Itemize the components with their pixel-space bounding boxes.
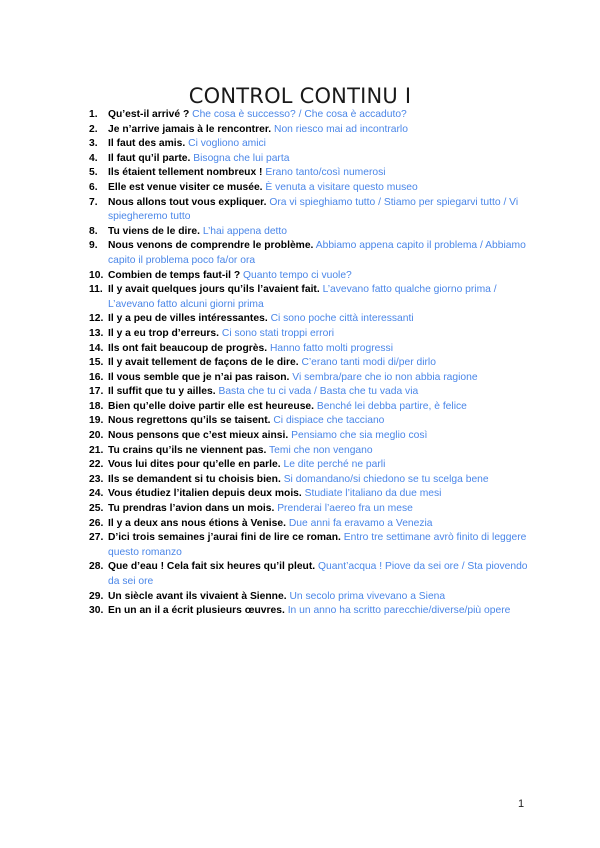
french-sentence: Il vous semble que je n’ai pas raison.: [108, 371, 290, 383]
list-item: [89, 225, 534, 240]
list-item: [89, 283, 534, 312]
italian-translation: Erano tanto/così numerosi: [265, 167, 386, 179]
item-number: 25.: [89, 503, 104, 515]
list-item: [89, 152, 534, 167]
italian-translation: L’avevano fatto qualche giorno prima / L’avevano fatto alcuni giorni prima: [108, 284, 497, 310]
item-number: 12.: [89, 313, 104, 325]
french-sentence: Nous venons de comprendre le problème.: [108, 240, 314, 252]
french-sentence: Ils ont fait beaucoup de progrès.: [108, 342, 268, 354]
french-sentence: Tu viens de le dire.: [108, 225, 200, 237]
french-sentence: Il faut des amis.: [108, 138, 186, 150]
item-number: 29.: [89, 590, 104, 602]
italian-translation: Non riesco mai ad incontrarlo: [274, 123, 408, 135]
item-number: 26.: [89, 517, 104, 529]
italian-translation: Quanto tempo ci vuole?: [243, 269, 352, 281]
list-item: [89, 560, 534, 589]
french-sentence: Que d’eau ! Cela fait six heures qu’il pleut.: [108, 561, 316, 573]
list-item: [89, 604, 534, 619]
french-sentence: En un an il a écrit plusieurs œuvres.: [108, 605, 285, 617]
list-item: [89, 400, 534, 415]
french-sentence: Vous lui dites pour qu’elle en parle.: [108, 459, 281, 471]
list-item: [89, 458, 534, 473]
list-item: [89, 137, 534, 152]
item-number: 22.: [89, 459, 104, 471]
italian-translation: Prenderai l’aereo fra un mese: [277, 503, 413, 515]
item-number: 21.: [89, 444, 104, 456]
italian-translation: Temi che non vengano: [269, 444, 373, 456]
item-number: 14.: [89, 342, 104, 354]
list-item: [89, 166, 534, 181]
item-number: 5.: [89, 167, 98, 179]
italian-translation: È venuta a visitare questo museo: [265, 181, 418, 193]
list-item: [89, 342, 534, 357]
list-item: [89, 531, 534, 560]
italian-translation: Benché lei debba partire, è felice: [316, 400, 467, 412]
list-item: [89, 371, 534, 386]
french-sentence: Nous allons tout vous expliquer.: [108, 196, 267, 208]
italian-translation: Abbiamo appena capito il problema / Abbiamo capito il problema poco fa/or ora: [108, 240, 526, 266]
italian-translation: Studiate l’italiano da due mesi: [304, 488, 442, 500]
item-number: 7.: [89, 196, 98, 208]
italian-translation: L’hai appena detto: [202, 225, 287, 237]
italian-translation: Ci sono stati troppi errori: [221, 327, 335, 339]
list-item: [89, 312, 534, 327]
italian-translation: Quant’acqua ! Piove da sei ore / Sta piovendo da sei ore: [108, 561, 528, 587]
italian-translation: Vi sembra/pare che io non abbia ragione: [292, 371, 478, 383]
italian-translation: Le dite perché ne parli: [283, 459, 386, 471]
item-number: 16.: [89, 371, 104, 383]
item-number: 2.: [89, 123, 98, 135]
italian-translation: Si domandano/si chiedono se tu scelga bene: [283, 473, 489, 485]
french-sentence: Ils étaient tellement nombreux !: [108, 167, 263, 179]
list-item: [89, 590, 534, 605]
italian-translation: Che cosa è successo? / Che cosa è accaduto?: [192, 109, 407, 120]
french-sentence: Nous regrettons qu’ils se taisent.: [108, 415, 271, 427]
italian-translation: C’erano tanti modi di/per dirlo: [301, 357, 436, 369]
item-number: 27.: [89, 532, 104, 544]
french-sentence: Il suffit que tu y ailles.: [108, 386, 216, 398]
item-number: 6.: [89, 181, 98, 193]
list-item: [89, 473, 534, 488]
french-sentence: Tu crains qu’ils ne viennent pas.: [108, 444, 267, 456]
french-sentence: Il y avait quelques jours qu’ils l’avaient fait.: [108, 284, 320, 296]
list-item: [89, 196, 534, 225]
list-item: [89, 385, 534, 400]
french-sentence: Nous pensons que c’est mieux ainsi.: [108, 430, 289, 442]
item-number: 18.: [89, 400, 104, 412]
item-number: 4.: [89, 152, 98, 164]
italian-translation: Ci vogliono amici: [188, 138, 266, 150]
french-sentence: Il y a peu de villes intéressantes.: [108, 313, 268, 325]
french-sentence: Combien de temps faut-il ?: [108, 269, 241, 281]
french-sentence: Qu’est-il arrivé ?: [108, 109, 190, 120]
list-item: [89, 517, 534, 532]
italian-translation: In un anno ha scritto parecchie/diverse/più opere: [287, 605, 511, 617]
french-sentence: Il y avait tellement de façons de le dire.: [108, 357, 299, 369]
list-item: [89, 502, 534, 517]
italian-translation: Basta che tu ci vada / Basta che tu vada via: [218, 386, 419, 398]
item-number: 19.: [89, 415, 104, 427]
french-sentence: Elle est venue visiter ce musée.: [108, 181, 263, 193]
item-number: 24.: [89, 488, 104, 500]
item-number: 8.: [89, 225, 98, 237]
french-sentence: Ils se demandent si tu choisis bien.: [108, 473, 281, 485]
item-number: 17.: [89, 386, 104, 398]
french-sentence: Il faut qu’il parte.: [108, 152, 191, 164]
item-number: 11.: [89, 284, 103, 296]
item-number: 15.: [89, 357, 104, 369]
french-sentence: Bien qu’elle doive partir elle est heureuse.: [108, 400, 315, 412]
item-number: 13.: [89, 327, 104, 339]
italian-translation: Ci sono poche città interessanti: [270, 313, 414, 325]
french-sentence: Un siècle avant ils vivaient à Sienne.: [108, 590, 287, 602]
italian-translation: Ci dispiace che tacciano: [273, 415, 385, 427]
french-sentence: D’ici trois semaines j’aurai fini de lire ce roman.: [108, 532, 341, 544]
italian-translation: Bisogna che lui parta: [193, 152, 290, 164]
list-item: [89, 181, 534, 196]
list-item: [89, 108, 534, 123]
page-title: CONTROL CONTINU I: [188, 84, 412, 109]
french-sentence: Vous étudiez l’italien depuis deux mois.: [108, 488, 302, 500]
french-sentence: Tu prendras l’avion dans un mois.: [108, 503, 275, 515]
item-number: 9.: [89, 240, 98, 252]
list-item: [89, 269, 534, 284]
italian-translation: Pensiamo che sia meglio così: [291, 430, 428, 442]
french-sentence: Il y a eu trop d’erreurs.: [108, 327, 220, 339]
list-item: [89, 356, 534, 371]
list-item: [89, 429, 534, 444]
list-item: [89, 414, 534, 429]
item-number: 10.: [89, 269, 104, 281]
italian-translation: Ora vi spieghiamo tutto / Stiamo per spiegarvi tutto / Vi spiegheremo tutto: [108, 196, 519, 223]
list-item: [89, 487, 534, 502]
italian-translation: Entro tre settimane avrò finito di leggere questo romanzo: [108, 532, 527, 558]
italian-translation: Due anni fa eravamo a Venezia: [288, 517, 433, 529]
item-number: 1.: [89, 109, 98, 120]
list-item: [89, 444, 534, 459]
item-number: 28.: [89, 561, 104, 573]
french-sentence: Je n’arrive jamais à le rencontrer.: [108, 123, 272, 135]
item-number: 23.: [89, 473, 104, 485]
item-number: 20.: [89, 430, 104, 442]
french-sentence: Il y a deux ans nous étions à Venise.: [108, 517, 286, 529]
list-item: [89, 239, 534, 268]
list-item: [89, 327, 534, 342]
italian-translation: Hanno fatto molti progressi: [269, 342, 393, 354]
translation-list: [89, 108, 534, 619]
item-number: 30.: [89, 605, 104, 617]
item-number: 3.: [89, 138, 98, 150]
italian-translation: Un secolo prima vivevano a Siena: [289, 590, 446, 602]
list-item: [89, 123, 534, 138]
page-number: 1: [518, 798, 525, 810]
